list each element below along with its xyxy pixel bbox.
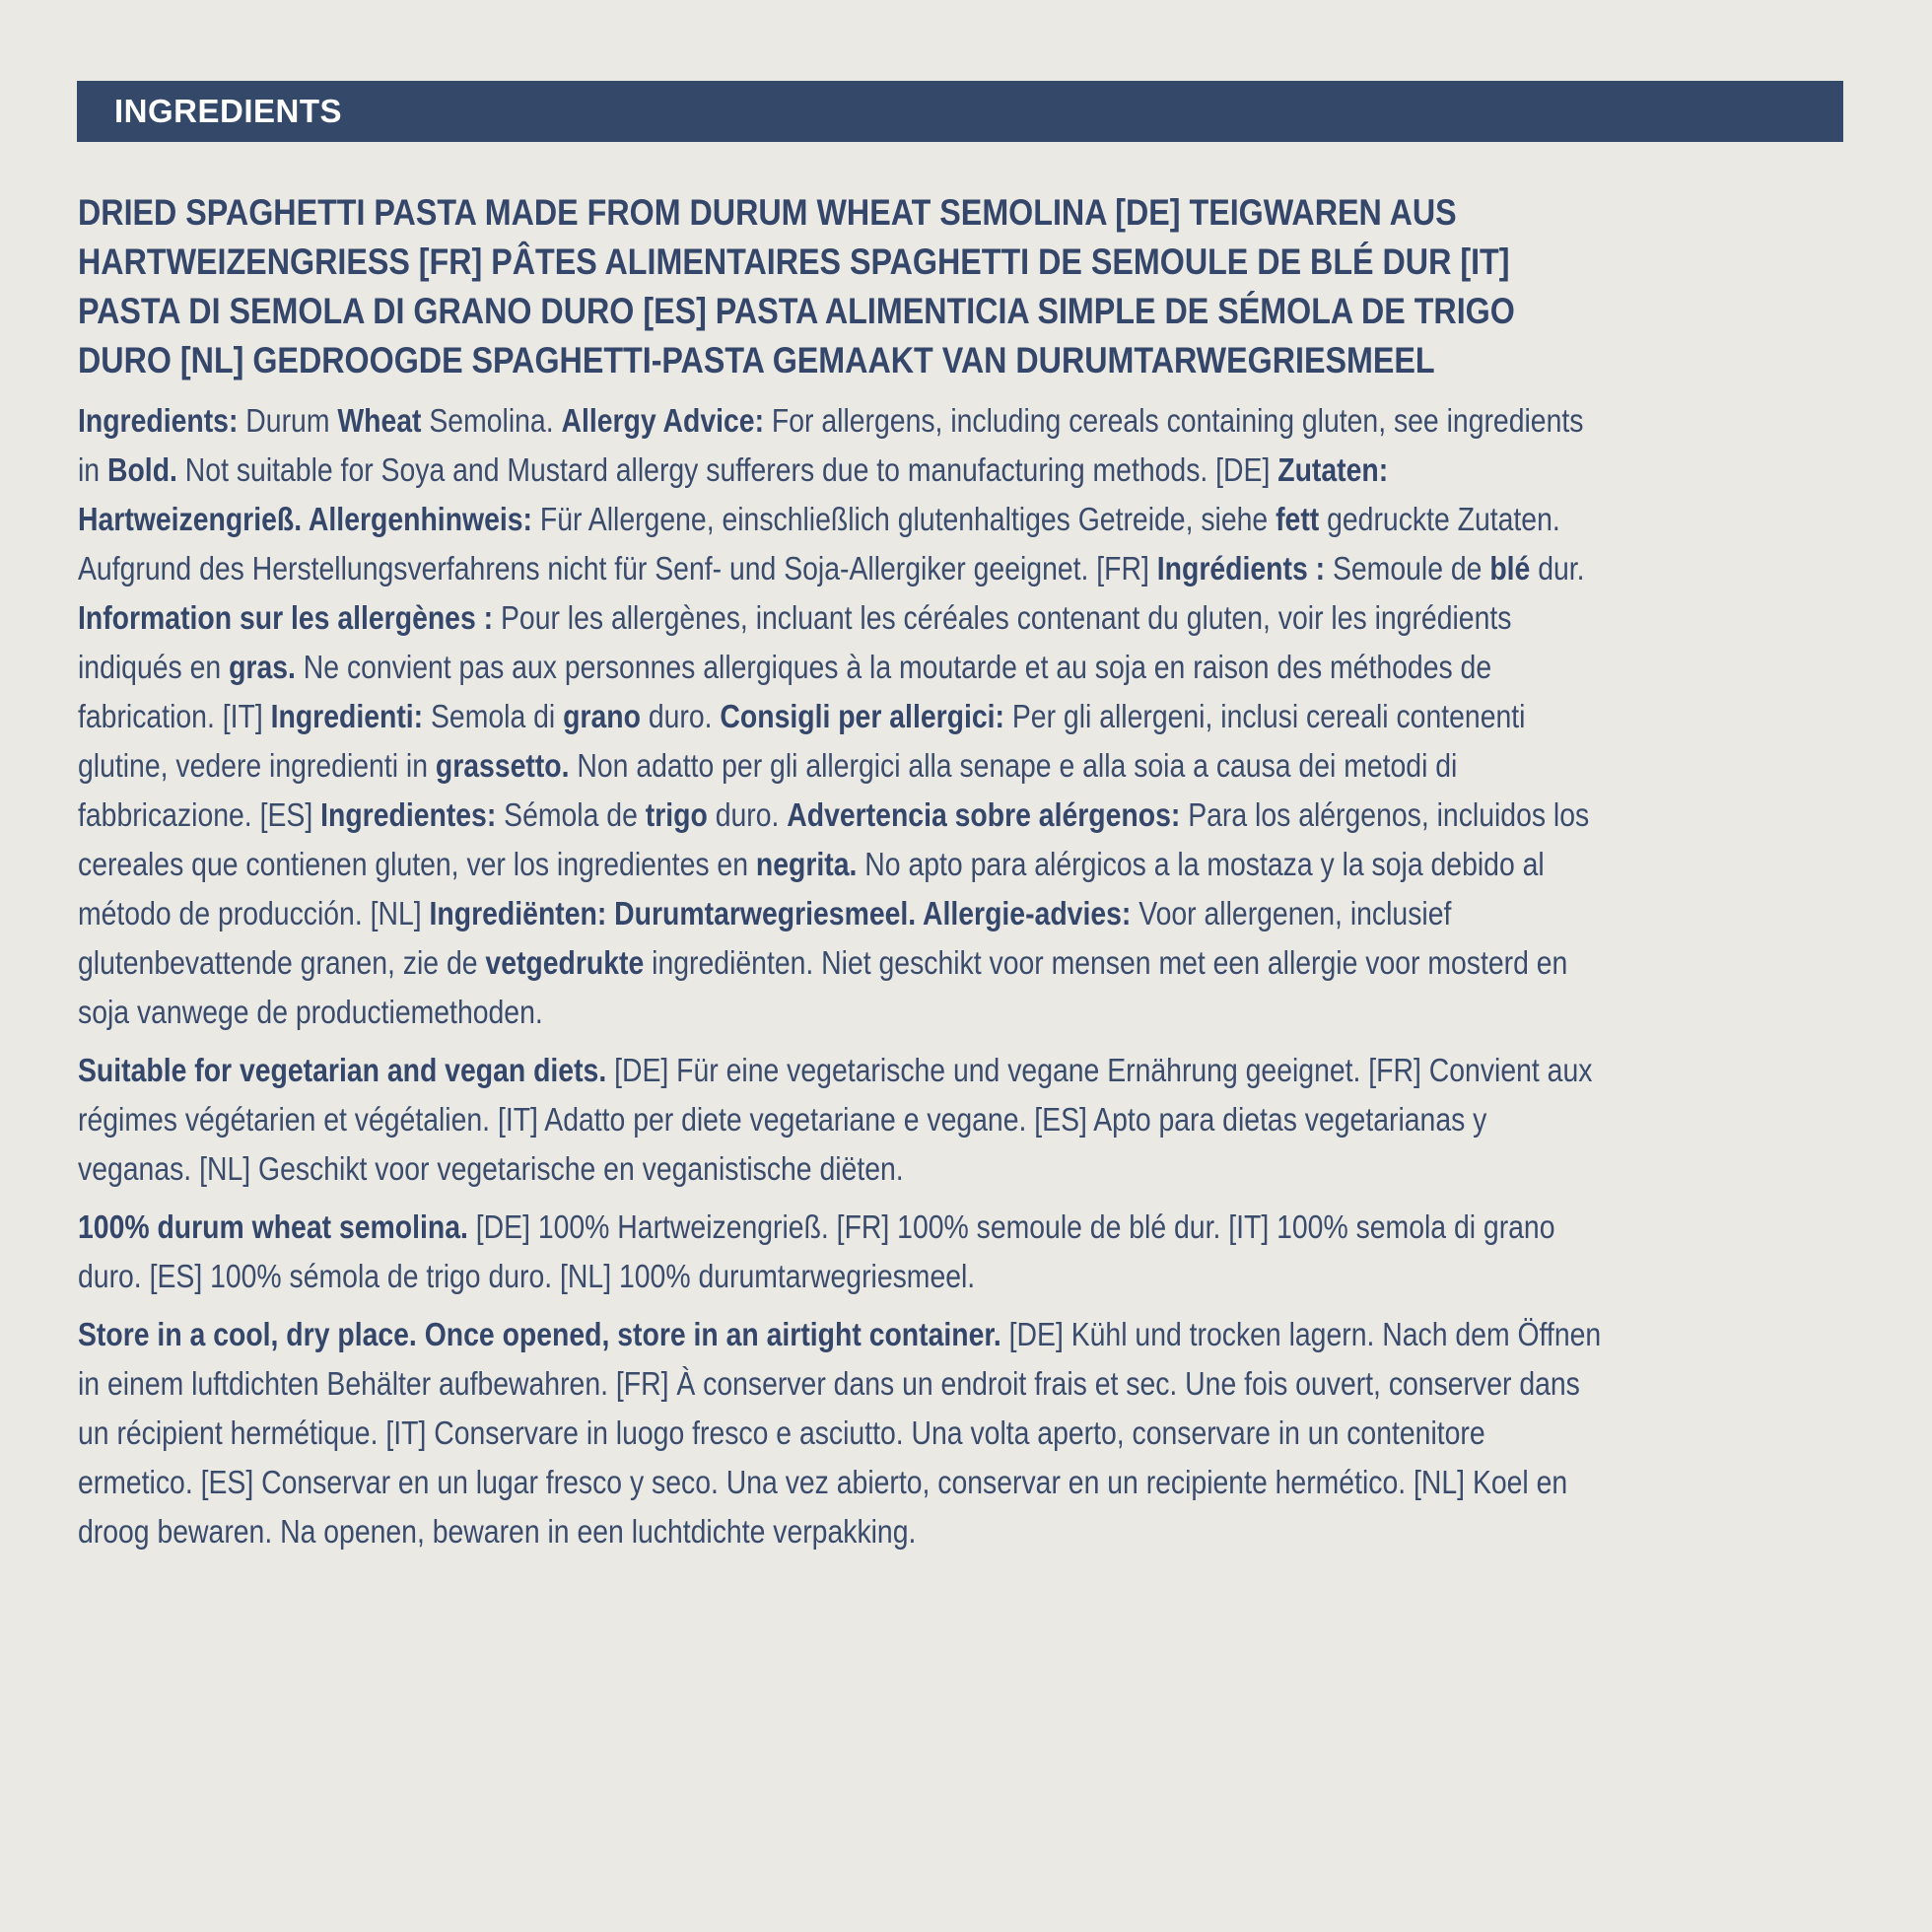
fr-ingredients-label: Ingrédients :	[1156, 550, 1326, 586]
en-text: Durum	[238, 402, 338, 439]
composition-translations: [DE] 100% Hartweizengrieß. [FR] 100% semoule de blé dur. [IT] 100% semola di grano duro. [ES] 100% sémola de trigo duro. [NL] 100% durumtarwegriesmeel.	[78, 1208, 1555, 1294]
storage-paragraph	[78, 1310, 1604, 1556]
nl-text: ingrediënten. Niet geschikt voor mensen met een allergie voor mosterd en soja vanwege de productiemethoden.	[78, 944, 1568, 1030]
it-text: Non adatto per gli allergici alla senape e alla soia a causa dei metodi di fabbricazione. [ES]	[78, 747, 1458, 833]
de-bold-word: fett	[1276, 501, 1320, 537]
en-allergy-label: Allergy Advice:	[561, 402, 765, 439]
it-text: Semola di	[423, 698, 564, 734]
en-bold-word: Bold.	[106, 451, 177, 488]
storage-translations: [DE] Kühl und trocken lagern. Nach dem Öffnen in einem luftdichten Behälter aufbewahren. [FR] À conserver dans un endroit frais et sec. Une fois ouvert, conserver dans un récipient hermétique. [IT] Conservare in luogo fresco e asciutto. Una volta aperto, conservare in un contenitore ermetico. [ES] Conservar en un lugar fresco y seco. Una vez abierto, conservar en un recipiente hermético. [NL] Koel en droog bewaren. Na openen, bewaren in een luchtdichte verpakking.	[78, 1316, 1602, 1550]
de-ingredients-label: Zutaten: Hartweizengrieß. Allergenhinweis:	[78, 451, 1389, 537]
it-allergen-grano: grano	[563, 698, 641, 734]
it-text: duro.	[640, 698, 721, 734]
fr-text: Ne convient pas aux personnes allergiques à la moutarde et au soja en raison des méthodes de fabrication. [IT]	[78, 649, 1492, 734]
es-text: duro.	[707, 796, 788, 833]
it-bold-word: grassetto.	[435, 747, 570, 784]
en-ingredients-label: Ingredients:	[78, 402, 239, 439]
it-allergy-label: Consigli per allergici:	[720, 698, 1004, 734]
en-text: Semolina.	[421, 402, 562, 439]
ingredients-header-bar	[77, 81, 1843, 142]
nl-ingredients-label: Ingrediënten: Durumtarwegriesmeel. Allergie-advies:	[429, 895, 1132, 932]
composition-paragraph	[78, 1203, 1604, 1301]
en-allergy-text: For allergens, including cereals containing gluten, see ingredients in	[78, 402, 1584, 488]
it-allergy-text: Per gli allergeni, inclusi cereali contenenti glutine, vedere ingredienti in	[78, 698, 1526, 784]
fr-text: dur.	[1530, 550, 1585, 586]
es-ingredients-label: Ingredientes:	[320, 796, 497, 833]
es-allergen-trigo: trigo	[645, 796, 708, 833]
de-text: gedruckte Zutaten. Aufgrund des Herstellungsverfahrens nicht für Senf- und Soja-Allergiker geeignet. [FR]	[78, 501, 1560, 586]
ingredients-paragraph	[78, 396, 1604, 1037]
it-ingredients-label: Ingredienti:	[270, 698, 424, 734]
diet-paragraph	[78, 1046, 1604, 1194]
fr-allergy-label: Information sur les allergènes :	[78, 599, 494, 636]
diet-statement: Suitable for vegetarian and vegan diets.	[78, 1052, 607, 1088]
fr-allergen-ble: blé	[1489, 550, 1531, 586]
es-allergy-text: Para los alérgenos, incluidos los cereales que contienen gluten, ver los ingredientes en	[78, 796, 1590, 882]
en-allergen-wheat: Wheat	[337, 402, 422, 439]
es-text: No apto para alérgicos a la mostaza y la soja debido al método de producción. [NL]	[78, 846, 1545, 932]
fr-allergy-text: Pour les allergènes, incluant les céréales contenant du gluten, voir les ingrédients indiqués en	[78, 599, 1512, 685]
es-bold-word: negrita.	[755, 846, 858, 882]
product-title: DRIED SPAGHETTI PASTA MADE FROM DURUM WHEAT SEMOLINA [DE] TEIGWAREN AUS HARTWEIZENGRIESS [FR] PÂTES ALIMENTAIRES SPAGHETTI DE SEMOULE DE BLÉ DUR [IT] PASTA DI SEMOLA DI GRANO DURO [ES] PASTA ALIMENTICIA SIMPLE DE SÉMOLA DE TRIGO DURO [NL] GEDROOGDE SPAGHETTI-PASTA GEMAAKT VAN DURUMTARWEGRIESMEEL	[78, 191, 1515, 380]
en-not-suitable-text: Not suitable for Soya and Mustard allergy sufferers due to manufacturing methods. [DE]	[176, 451, 1278, 488]
storage-statement: Store in a cool, dry place. Once opened, store in an airtight container.	[78, 1316, 1001, 1352]
fr-text: Semoule de	[1325, 550, 1490, 586]
composition-statement: 100% durum wheat semolina.	[78, 1208, 468, 1245]
de-text: Für Allergene, einschließlich glutenhaltiges Getreide, siehe	[532, 501, 1276, 537]
ingredients-content	[78, 187, 1604, 1565]
es-allergy-label: Advertencia sobre alérgenos:	[787, 796, 1181, 833]
nl-bold-word: vetgedrukte	[485, 944, 645, 981]
es-text: Sémola de	[496, 796, 646, 833]
fr-bold-word: gras.	[229, 649, 296, 685]
nl-text: Voor allergenen, inclusief glutenbevattende granen, zie de	[78, 895, 1452, 981]
diet-translations: [DE] Für eine vegetarische und vegane Ernährung geeignet. [FR] Convient aux régimes végétarien et végétalien. [IT] Adatto per diete vegetariane e vegane. [ES] Apto para dietas vegetarianas y veganas. [NL] Geschikt voor vegetarische en veganistische diëten.	[78, 1052, 1593, 1187]
ingredients-header-title: INGREDIENTS	[114, 93, 343, 129]
